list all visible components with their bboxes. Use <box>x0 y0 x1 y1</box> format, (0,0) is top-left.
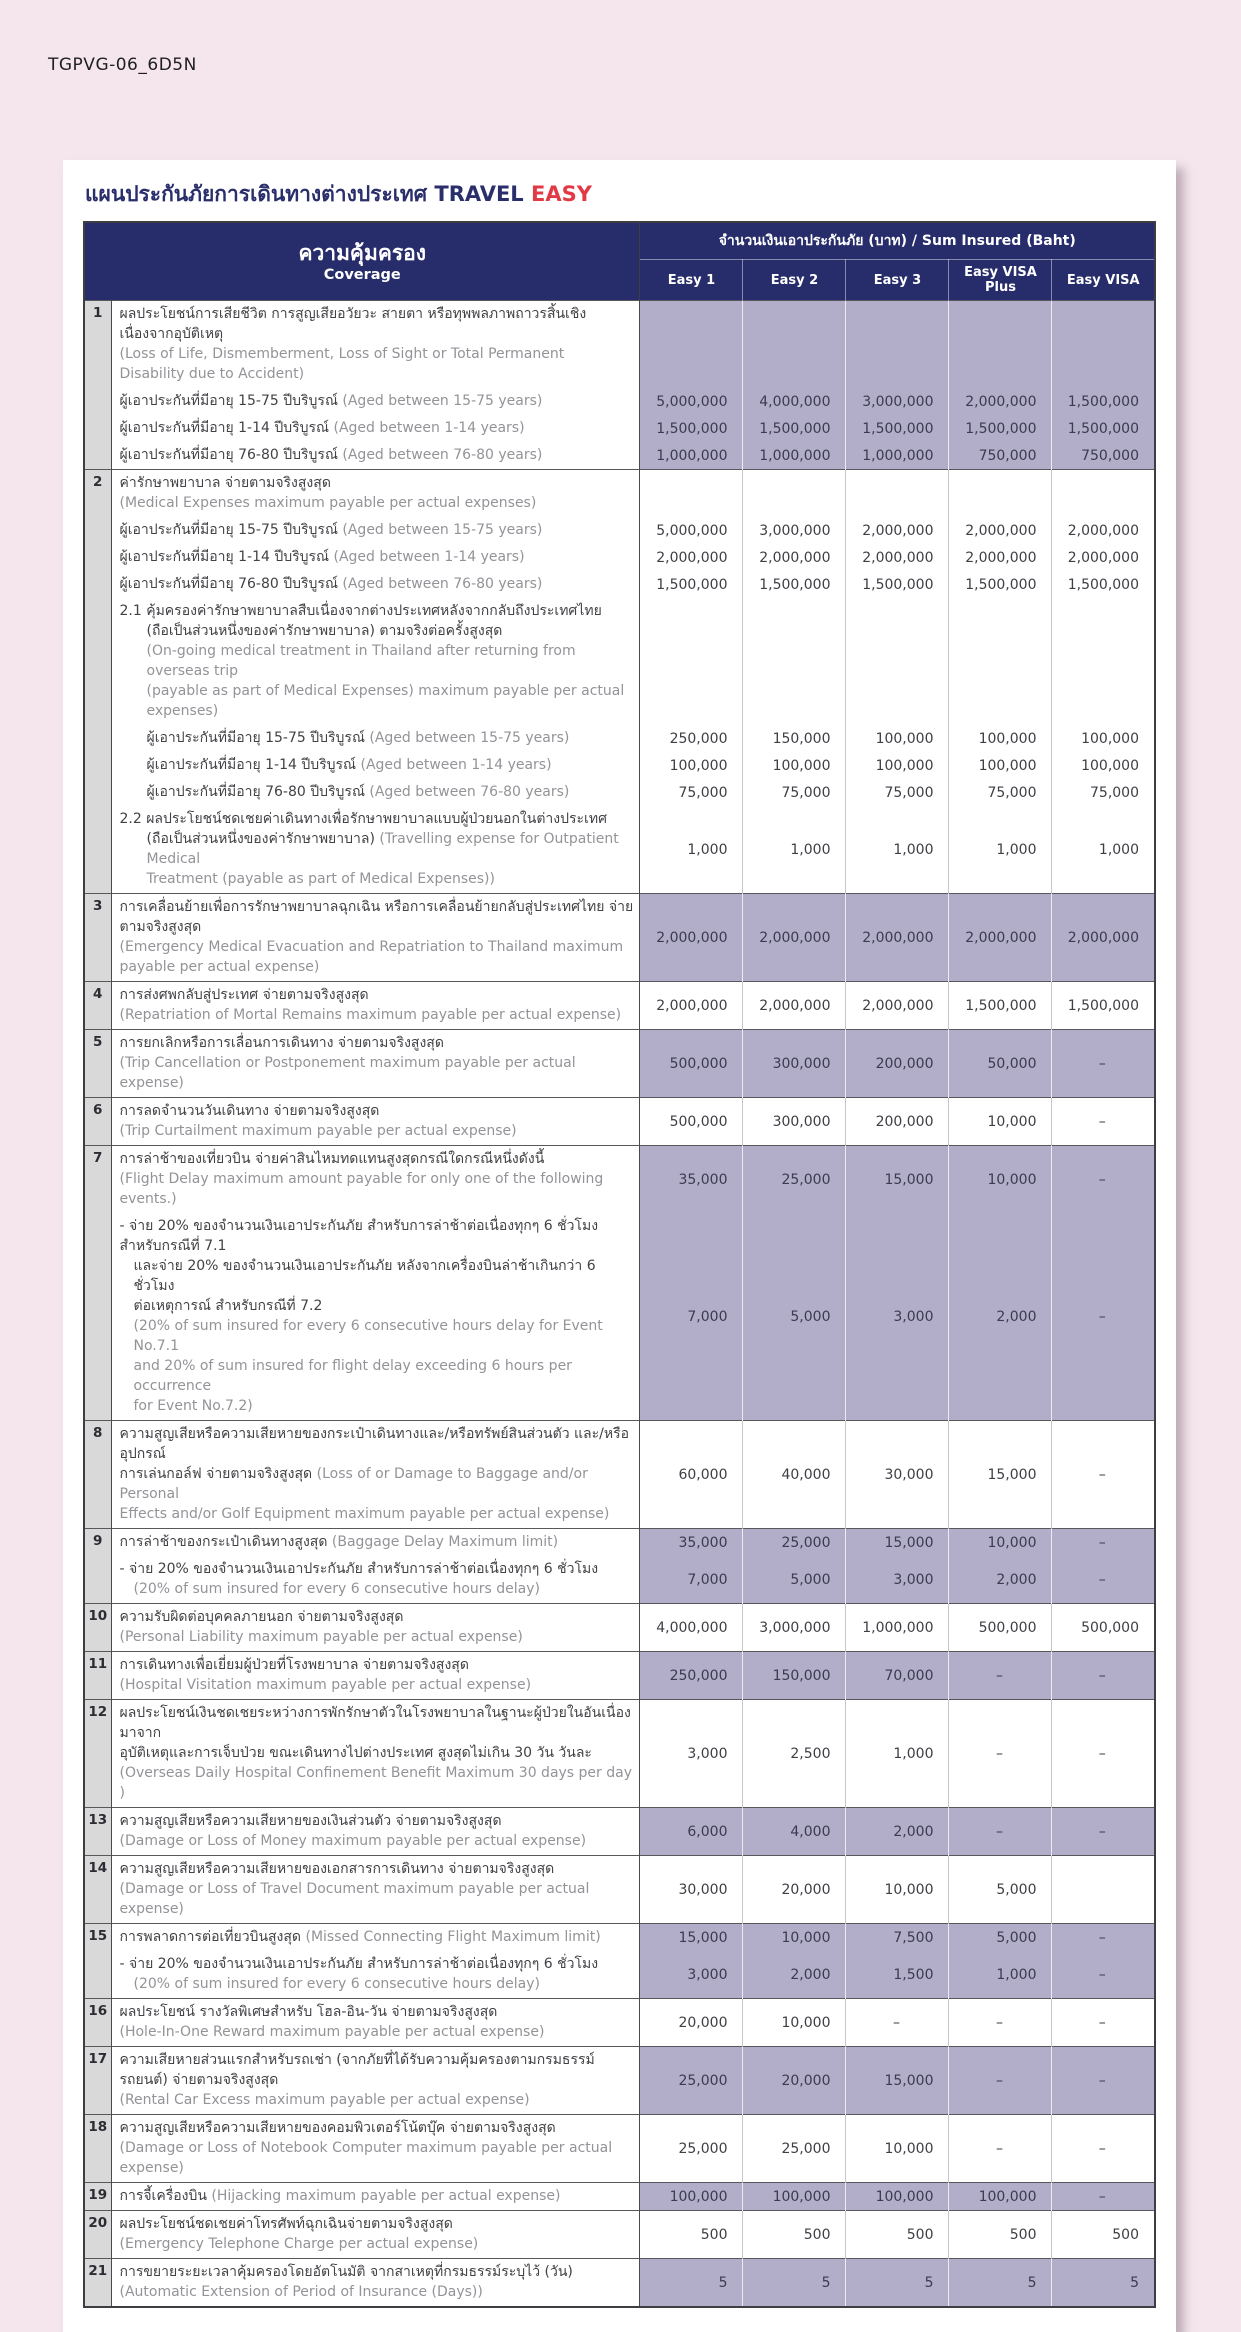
coverage-description: การขยายระยะเวลาคุ้มครองโดยอัตโนมัติ จากสาเหตุที่กรมธรรม์ระบุไว้ (วัน) (Automatic Extension of Period of Insurance (Days)) <box>111 2259 640 2308</box>
sum-insured-value: – <box>949 1808 1052 1856</box>
sum-insured-value: 2,000,000 <box>743 894 846 982</box>
row-number: 10 <box>84 1604 111 1652</box>
table-row-continuation <box>84 752 1155 779</box>
sum-insured-value: 10,000 <box>846 1856 949 1924</box>
sum-insured-value: 1,500,000 <box>1052 415 1155 442</box>
sum-insured-value: 500 <box>743 2211 846 2259</box>
sum-insured-value <box>846 598 949 725</box>
sum-insured-value <box>1052 1856 1155 1924</box>
row-number: 19 <box>84 2183 111 2211</box>
sum-insured-value: 1,500,000 <box>1052 571 1155 598</box>
coverage-description: การล่าช้าของเที่ยวบิน จ่ายค่าสินไหมทดแทนสูงสุดกรณีใดกรณีหนึ่งดังนี้ (Flight Delay maximum amount payable for only one of the following events.) <box>111 1146 640 1214</box>
plan-column-header-easy1: Easy 1 <box>640 260 743 301</box>
sum-insured-value: – <box>949 1652 1052 1700</box>
title-easy: EASY <box>531 182 592 206</box>
sum-insured-value: 1,000,000 <box>640 442 743 470</box>
sum-insured-value: – <box>1052 1951 1155 1999</box>
sum-insured-value: – <box>1052 1924 1155 1952</box>
sum-insured-value: 2,000,000 <box>846 544 949 571</box>
sum-insured-value: – <box>1052 1529 1155 1557</box>
sum-insured-value: 1,000 <box>743 806 846 894</box>
sum-insured-value: 5,000,000 <box>640 388 743 415</box>
page-title <box>85 178 1156 211</box>
sum-insured-value: 250,000 <box>640 1652 743 1700</box>
sum-insured-value: 2,000,000 <box>846 894 949 982</box>
title-travel: TRAVEL <box>434 182 524 206</box>
coverage-description: ผู้เอาประกันที่มีอายุ 15-75 ปีบริบูรณ์ (Aged between 15-75 years) <box>111 517 640 544</box>
row-number: 6 <box>84 1098 111 1146</box>
sum-insured-value: 25,000 <box>743 1146 846 1214</box>
title-thai: แผนประกันภัยการเดินทางต่างประเทศ <box>85 182 428 206</box>
sum-insured-value: 1,500,000 <box>1052 388 1155 415</box>
sum-insured-value: 1,000,000 <box>743 442 846 470</box>
row-number: 3 <box>84 894 111 982</box>
plan-column-header-easy-visa-plus: Easy VISA Plus <box>949 260 1052 301</box>
coverage-description: ความสูญเสียหรือความเสียหายของเงินส่วนตัว จ่ายตามจริงสูงสุด (Damage or Loss of Money maximum payable per actual expense) <box>111 1808 640 1856</box>
sum-insured-value: 1,500,000 <box>1052 982 1155 1030</box>
sum-insured-value: 1,000 <box>640 806 743 894</box>
sum-insured-value: 750,000 <box>949 442 1052 470</box>
sum-insured-value: 500 <box>949 2211 1052 2259</box>
table-row <box>84 470 1155 518</box>
sum-insured-value: 2,000,000 <box>743 982 846 1030</box>
table-row <box>84 1924 1155 1952</box>
table-header <box>84 222 1155 301</box>
coverage-description: การลดจำนวนวันเดินทาง จ่ายตามจริงสูงสุด (Trip Curtailment maximum payable per actual expense) <box>111 1098 640 1146</box>
sum-insured-value: 2,000,000 <box>949 517 1052 544</box>
sum-insured-value: 3,000 <box>846 1556 949 1604</box>
sum-insured-value: 500,000 <box>640 1098 743 1146</box>
sum-insured-value: 3,000 <box>846 1213 949 1421</box>
sum-insured-value: 70,000 <box>846 1652 949 1700</box>
table-row <box>84 2047 1155 2115</box>
sum-insured-value: 15,000 <box>846 1146 949 1214</box>
sum-insured-value: – <box>949 1700 1052 1808</box>
sum-insured-value: 25,000 <box>640 2047 743 2115</box>
sum-insured-value: 50,000 <box>949 1030 1052 1098</box>
sum-insured-value: 1,000 <box>949 1951 1052 1999</box>
sum-insured-value: 100,000 <box>846 2183 949 2211</box>
sum-insured-value: 20,000 <box>640 1999 743 2047</box>
coverage-description: ผลประโยชน์ชดเชยค่าโทรศัพท์ฉุกเฉินจ่ายตามจริงสูงสุด (Emergency Telephone Charge per actual expense) <box>111 2211 640 2259</box>
table-row <box>84 1030 1155 1098</box>
sum-insured-value: 10,000 <box>743 1924 846 1952</box>
table-row <box>84 2211 1155 2259</box>
sum-insured-value: 20,000 <box>743 2047 846 2115</box>
coverage-description: ผู้เอาประกันที่มีอายุ 76-80 ปีบริบูรณ์ (Aged between 76-80 years) <box>111 442 640 470</box>
sum-insured-value: 6,000 <box>640 1808 743 1856</box>
coverage-description: - จ่าย 20% ของจำนวนเงินเอาประกันภัย สำหรับการล่าช้าต่อเนื่องทุกๆ 6 ชั่วโมง (20% of sum insured for every 6 consecutive hours delay) <box>111 1951 640 1999</box>
sum-insured-value: 60,000 <box>640 1421 743 1529</box>
coverage-table <box>83 221 1156 2308</box>
sum-insured-value: 10,000 <box>949 1098 1052 1146</box>
sum-insured-value: 1,500,000 <box>846 415 949 442</box>
coverage-description: ค่ารักษาพยาบาล จ่ายตามจริงสูงสุด (Medical Expenses maximum payable per actual expenses) <box>111 470 640 518</box>
coverage-description: ความรับผิดต่อบุคคลภายนอก จ่ายตามจริงสูงสุด (Personal Liability maximum payable per actual expense) <box>111 1604 640 1652</box>
coverage-description: - จ่าย 20% ของจำนวนเงินเอาประกันภัย สำหรับการล่าช้าต่อเนื่องทุกๆ 6 ชั่วโมง (20% of sum insured for every 6 consecutive hours delay) <box>111 1556 640 1604</box>
table-row <box>84 1652 1155 1700</box>
plan-card <box>63 160 1176 2332</box>
plan-column-header-easy-visa: Easy VISA <box>1052 260 1155 301</box>
sum-insured-value: 30,000 <box>640 1856 743 1924</box>
sum-insured-value: – <box>1052 1556 1155 1604</box>
coverage-table-body <box>84 301 1155 2308</box>
coverage-description: การล่าช้าของกระเป๋าเดินทางสูงสุด (Baggage Delay Maximum limit) <box>111 1529 640 1557</box>
sum-insured-value <box>846 301 949 389</box>
table-row <box>84 1098 1155 1146</box>
row-number: 16 <box>84 1999 111 2047</box>
sum-insured-value: 20,000 <box>743 1856 846 1924</box>
table-row-continuation <box>84 779 1155 806</box>
table-row-continuation <box>84 442 1155 470</box>
coverage-description: การพลาดการต่อเที่ยวบินสูงสุด (Missed Connecting Flight Maximum limit) <box>111 1924 640 1952</box>
sum-insured-value: 3,000,000 <box>743 1604 846 1652</box>
sum-insured-value <box>743 470 846 518</box>
sum-insured-value: 75,000 <box>640 779 743 806</box>
sum-insured-value: 1,500,000 <box>949 571 1052 598</box>
row-number: 2 <box>84 470 111 894</box>
sum-insured-value: 3,000 <box>640 1700 743 1808</box>
sum-insured-value: – <box>1052 1213 1155 1421</box>
table-row-continuation <box>84 1556 1155 1604</box>
sum-insured-value: 75,000 <box>1052 779 1155 806</box>
sum-insured-value: 25,000 <box>640 2115 743 2183</box>
sum-insured-value: 500,000 <box>640 1030 743 1098</box>
sum-insured-value: 7,500 <box>846 1924 949 1952</box>
row-number: 7 <box>84 1146 111 1421</box>
sum-insured-value: 300,000 <box>743 1030 846 1098</box>
sum-insured-value: 250,000 <box>640 725 743 752</box>
table-row-continuation <box>84 598 1155 725</box>
coverage-description: ผลประโยชน์เงินชดเชยระหว่างการพักรักษาตัวในโรงพยาบาลในฐานะผู้ป่วยในอันเนื่องมาจาก อุบัติเหตุและการเจ็บป่วย ขณะเดินทางไปต่างประเทศ สูงสุดไม่เกิน 30 วัน วันละ (Overseas Daily Hospital Confinement Benefit Maximum 30 days per day ) <box>111 1700 640 1808</box>
row-number: 11 <box>84 1652 111 1700</box>
sum-insured-value: 2,500 <box>743 1700 846 1808</box>
sum-insured-value: 1,000,000 <box>846 1604 949 1652</box>
table-row-continuation <box>84 1213 1155 1421</box>
sum-insured-value: – <box>1052 1808 1155 1856</box>
sum-insured-value: 100,000 <box>846 752 949 779</box>
sum-insured-value: 200,000 <box>846 1030 949 1098</box>
sum-insured-value: – <box>949 2047 1052 2115</box>
coverage-description: ความเสียหายส่วนแรกสำหรับรถเช่า (จากภัยที่ได้รับความคุ้มครองตามกรมธรรม์รถยนต์) จ่ายตามจริงสูงสุด (Rental Car Excess maximum payable per actual expense) <box>111 2047 640 2115</box>
sum-insured-value: 5,000 <box>743 1556 846 1604</box>
sum-insured-value: 2,000,000 <box>1052 517 1155 544</box>
sum-insured-value: 100,000 <box>743 2183 846 2211</box>
sum-insured-value: 4,000,000 <box>743 388 846 415</box>
sum-insured-value <box>949 301 1052 389</box>
row-number: 13 <box>84 1808 111 1856</box>
sum-insured-value: 1,000,000 <box>846 442 949 470</box>
sum-insured-value <box>1052 598 1155 725</box>
sum-insured-value: 40,000 <box>743 1421 846 1529</box>
table-row-continuation <box>84 544 1155 571</box>
coverage-description: ความสูญเสียหรือความเสียหายของเอกสารการเดินทาง จ่ายตามจริงสูงสุด (Damage or Loss of Travel Document maximum payable per actual expense) <box>111 1856 640 1924</box>
coverage-description: ผู้เอาประกันที่มีอายุ 76-80 ปีบริบูรณ์ (Aged between 76-80 years) <box>111 571 640 598</box>
table-row <box>84 1808 1155 1856</box>
sum-insured-value: 100,000 <box>846 725 949 752</box>
sum-insured-value: 2,000,000 <box>1052 894 1155 982</box>
table-row-continuation <box>84 517 1155 544</box>
sum-insured-value: 2,000,000 <box>846 517 949 544</box>
sum-insured-value: 15,000 <box>640 1924 743 1952</box>
sum-insured-value <box>949 470 1052 518</box>
sum-insured-value: 2,000,000 <box>640 544 743 571</box>
sum-insured-value: 2,000 <box>949 1213 1052 1421</box>
coverage-description: การจี้เครื่องบิน (Hijacking maximum payable per actual expense) <box>111 2183 640 2211</box>
row-number: 18 <box>84 2115 111 2183</box>
sum-insured-value: 500 <box>640 2211 743 2259</box>
row-number: 20 <box>84 2211 111 2259</box>
sum-insured-value <box>743 301 846 389</box>
sum-insured-value: 5 <box>1052 2259 1155 2308</box>
sum-insured-value: 1,000 <box>1052 806 1155 894</box>
table-row <box>84 1421 1155 1529</box>
sum-insured-value: – <box>846 1999 949 2047</box>
coverage-description: 2.1 คุ้มครองค่ารักษาพยาบาลสืบเนื่องจากต่างประเทศหลังจากกลับถึงประเทศไทย (ถือเป็นส่วนหนึ่งของค่ารักษาพยาบาล) ตามจริงต่อครั้งสูงสุด (On-going medical treatment in Thailand after returning from overseas trip (payable as part of Medical Expenses) maximum payable per actual expenses) <box>111 598 640 725</box>
sum-insured-value: 3,000,000 <box>846 388 949 415</box>
sum-insured-value: 100,000 <box>1052 752 1155 779</box>
sum-insured-value <box>640 470 743 518</box>
table-row-continuation <box>84 1951 1155 1999</box>
sum-insured-value: 4,000 <box>743 1808 846 1856</box>
sum-insured-value: 150,000 <box>743 725 846 752</box>
sum-insured-value: 15,000 <box>846 2047 949 2115</box>
sum-insured-value: 1,000 <box>846 806 949 894</box>
sum-insured-value: 3,000,000 <box>743 517 846 544</box>
sum-insured-value: 100,000 <box>743 752 846 779</box>
sum-insured-value <box>640 598 743 725</box>
sum-insured-value: 35,000 <box>640 1529 743 1557</box>
sum-insured-value: 1,500,000 <box>743 571 846 598</box>
sum-insured-value: 5 <box>846 2259 949 2308</box>
coverage-description: การเดินทางเพื่อเยี่ยมผู้ป่วยที่โรงพยาบาล จ่ายตามจริงสูงสุด (Hospital Visitation maximum payable per actual expense) <box>111 1652 640 1700</box>
sum-insured-value: – <box>1052 2183 1155 2211</box>
plan-column-header-easy3: Easy 3 <box>846 260 949 301</box>
sum-insured-value: 10,000 <box>743 1999 846 2047</box>
sum-insured-value: 500,000 <box>949 1604 1052 1652</box>
sum-insured-header: จำนวนเงินเอาประกันภัย (บาท) / Sum Insured (Baht) <box>640 222 1155 260</box>
sum-insured-value: 5,000,000 <box>640 517 743 544</box>
sum-insured-value: 200,000 <box>846 1098 949 1146</box>
coverage-description: ผู้เอาประกันที่มีอายุ 1-14 ปีบริบูรณ์ (Aged between 1-14 years) <box>111 544 640 571</box>
sum-insured-value: 100,000 <box>949 2183 1052 2211</box>
coverage-description: ความสูญเสียหรือความเสียหายของคอมพิวเตอร์โน้ตบุ๊ค จ่ายตามจริงสูงสุด (Damage or Loss of Notebook Computer maximum payable per actual expense) <box>111 2115 640 2183</box>
coverage-description: การยกเลิกหรือการเลื่อนการเดินทาง จ่ายตามจริงสูงสุด (Trip Cancellation or Postponement maximum payable per actual expense) <box>111 1030 640 1098</box>
sum-insured-value: 2,000,000 <box>640 982 743 1030</box>
plan-column-header-easy2: Easy 2 <box>743 260 846 301</box>
sum-insured-value: – <box>1052 1999 1155 2047</box>
sum-insured-value: 2,000,000 <box>743 544 846 571</box>
sum-insured-value: 1,000 <box>949 806 1052 894</box>
table-row <box>84 301 1155 389</box>
row-number: 15 <box>84 1924 111 1999</box>
sum-insured-value: 2,000 <box>949 1556 1052 1604</box>
sum-insured-value: 1,500,000 <box>949 982 1052 1030</box>
sum-insured-value <box>846 470 949 518</box>
coverage-description: ผู้เอาประกันที่มีอายุ 1-14 ปีบริบูรณ์ (Aged between 1-14 years) <box>111 415 640 442</box>
table-row-continuation <box>84 806 1155 894</box>
sum-insured-value: – <box>1052 2047 1155 2115</box>
sum-insured-value: 1,500,000 <box>743 415 846 442</box>
sum-insured-value: – <box>1052 1146 1155 1214</box>
sum-insured-value: 2,000,000 <box>846 982 949 1030</box>
sum-insured-value: 35,000 <box>640 1146 743 1214</box>
table-row <box>84 2259 1155 2308</box>
sum-insured-value: 500,000 <box>1052 1604 1155 1652</box>
sum-insured-value: – <box>1052 1652 1155 1700</box>
sum-insured-value: – <box>1052 1421 1155 1529</box>
coverage-description: 2.2 ผลประโยชน์ชดเชยค่าเดินทางเพื่อรักษาพยาบาลแบบผู้ป่วยนอกในต่างประเทศ (ถือเป็นส่วนหนึ่งของค่ารักษาพยาบาล) (Travelling expense for Outpatient Medical Treatment (payable as part of Medical Expenses)) <box>111 806 640 894</box>
sum-insured-value: 300,000 <box>743 1098 846 1146</box>
sum-insured-value: 100,000 <box>1052 725 1155 752</box>
coverage-header-english: Coverage <box>323 266 401 283</box>
sum-insured-value: 30,000 <box>846 1421 949 1529</box>
sum-insured-value: 1,500 <box>846 1951 949 1999</box>
sum-insured-value: 1,500,000 <box>949 415 1052 442</box>
coverage-description: การเคลื่อนย้ายเพื่อการรักษาพยาบาลฉุกเฉิน หรือการเคลื่อนย้ายกลับสู่ประเทศไทย จ่ายตามจริงสูงสุด (Emergency Medical Evacuation and Repatriation to Thailand maximum payable per actual expense) <box>111 894 640 982</box>
sum-insured-value: 5,000 <box>743 1213 846 1421</box>
row-number: 8 <box>84 1421 111 1529</box>
table-row <box>84 2115 1155 2183</box>
sum-insured-value: – <box>1052 1700 1155 1808</box>
sum-insured-value: 3,000 <box>640 1951 743 1999</box>
sum-insured-value: 75,000 <box>743 779 846 806</box>
sum-insured-value: 5,000 <box>949 1924 1052 1952</box>
sum-insured-value: 7,000 <box>640 1213 743 1421</box>
row-number: 1 <box>84 301 111 470</box>
sum-insured-value: 5,000 <box>949 1856 1052 1924</box>
row-number: 21 <box>84 2259 111 2308</box>
sum-insured-value <box>743 598 846 725</box>
sum-insured-value: 10,000 <box>949 1529 1052 1557</box>
coverage-description: ผลประโยชน์ รางวัลพิเศษสำหรับ โฮล-อิน-วัน จ่ายตามจริงสูงสุด (Hole-In-One Reward maximum payable per actual expense) <box>111 1999 640 2047</box>
table-row <box>84 1529 1155 1557</box>
sum-insured-value: – <box>1052 1030 1155 1098</box>
sum-insured-value <box>1052 301 1155 389</box>
coverage-description: การส่งศพกลับสู่ประเทศ จ่ายตามจริงสูงสุด (Repatriation of Mortal Remains maximum payable per actual expense) <box>111 982 640 1030</box>
sum-insured-value: – <box>949 2115 1052 2183</box>
sum-insured-value: 10,000 <box>846 2115 949 2183</box>
table-row-continuation <box>84 415 1155 442</box>
coverage-description: ผู้เอาประกันที่มีอายุ 76-80 ปีบริบูรณ์ (Aged between 76-80 years) <box>111 779 640 806</box>
sum-insured-value: 5 <box>949 2259 1052 2308</box>
row-number: 5 <box>84 1030 111 1098</box>
table-row <box>84 1604 1155 1652</box>
sum-insured-value: 15,000 <box>949 1421 1052 1529</box>
table-row-continuation <box>84 571 1155 598</box>
sum-insured-value: 1,500,000 <box>640 571 743 598</box>
coverage-description: ผู้เอาประกันที่มีอายุ 15-75 ปีบริบูรณ์ (Aged between 15-75 years) <box>111 388 640 415</box>
sum-insured-value: 2,000,000 <box>949 388 1052 415</box>
sum-insured-value: 10,000 <box>949 1146 1052 1214</box>
sum-insured-value: 2,000,000 <box>949 544 1052 571</box>
sum-insured-value: 15,000 <box>846 1529 949 1557</box>
sum-insured-value: 100,000 <box>640 752 743 779</box>
coverage-description: ความสูญเสียหรือความเสียหายของกระเป๋าเดินทางและ/หรือทรัพย์สินส่วนตัว และ/หรืออุปกรณ์ การเล่นกอล์ฟ จ่ายตามจริงสูงสุด (Loss of or Damage to Baggage and/or Personal Effects and/or Golf Equipment maximum payable per actual expense) <box>111 1421 640 1529</box>
sum-insured-value: – <box>949 1999 1052 2047</box>
row-number: 14 <box>84 1856 111 1924</box>
document-code: TGPVG-06_6D5N <box>48 55 197 75</box>
sum-insured-value: 1,500,000 <box>640 415 743 442</box>
sum-insured-value <box>640 301 743 389</box>
table-row <box>84 1999 1155 2047</box>
sum-insured-value: 2,000 <box>846 1808 949 1856</box>
row-number: 4 <box>84 982 111 1030</box>
sum-insured-value <box>949 598 1052 725</box>
sum-insured-value: 7,000 <box>640 1556 743 1604</box>
sum-insured-value: 4,000,000 <box>640 1604 743 1652</box>
table-row <box>84 1856 1155 1924</box>
sum-insured-value: 750,000 <box>1052 442 1155 470</box>
table-row-continuation <box>84 725 1155 752</box>
row-number: 9 <box>84 1529 111 1604</box>
coverage-description: - จ่าย 20% ของจำนวนเงินเอาประกันภัย สำหรับการล่าช้าต่อเนื่องทุกๆ 6 ชั่วโมง สำหรับกรณีที่ 7.1 และจ่าย 20% ของจำนวนเงินเอาประกันภัย หลังจากเครื่องบินล่าช้าเกินกว่า 6 ชั่วโมง ต่อเหตุการณ์ สำหรับกรณีที่ 7.2 (20% of sum insured for every 6 consecutive hours delay for Event No.7.1 and 20% of sum insured for flight delay exceeding 6 hours per occurrence for Event No.7.2) <box>111 1213 640 1421</box>
sum-insured-value: 2,000 <box>743 1951 846 1999</box>
sum-insured-value: 500 <box>846 2211 949 2259</box>
table-row <box>84 1146 1155 1214</box>
table-row-continuation <box>84 388 1155 415</box>
table-row <box>84 894 1155 982</box>
row-number: 17 <box>84 2047 111 2115</box>
coverage-header-thai: ความคุ้มครอง <box>298 240 427 265</box>
coverage-description: ผลประโยชน์การเสียชีวิต การสูญเสียอวัยวะ สายตา หรือทุพพลภาพถาวรสิ้นเชิงเนื่องจากอุบัติเหตุ (Loss of Life, Dismemberment, Loss of Sight or Total Permanent Disability due to Accident) <box>111 301 640 389</box>
sum-insured-value <box>1052 470 1155 518</box>
sum-insured-value: 2,000,000 <box>1052 544 1155 571</box>
sum-insured-value: 1,500,000 <box>846 571 949 598</box>
table-row <box>84 982 1155 1030</box>
sum-insured-value: 25,000 <box>743 1529 846 1557</box>
sum-insured-value: 2,000,000 <box>949 894 1052 982</box>
sum-insured-value: 100,000 <box>640 2183 743 2211</box>
sum-insured-value: 100,000 <box>949 725 1052 752</box>
sum-insured-value: 75,000 <box>846 779 949 806</box>
sum-insured-value: 500 <box>1052 2211 1155 2259</box>
sum-insured-value: 75,000 <box>949 779 1052 806</box>
row-number: 12 <box>84 1700 111 1808</box>
sum-insured-value: 1,000 <box>846 1700 949 1808</box>
sum-insured-value: 5 <box>640 2259 743 2308</box>
sum-insured-value: 5 <box>743 2259 846 2308</box>
sum-insured-value: – <box>1052 2115 1155 2183</box>
sum-insured-value: – <box>1052 1098 1155 1146</box>
sum-insured-value: 100,000 <box>949 752 1052 779</box>
coverage-description: ผู้เอาประกันที่มีอายุ 1-14 ปีบริบูรณ์ (Aged between 1-14 years) <box>111 752 640 779</box>
sum-insured-value: 2,000,000 <box>640 894 743 982</box>
coverage-description: ผู้เอาประกันที่มีอายุ 15-75 ปีบริบูรณ์ (Aged between 15-75 years) <box>111 725 640 752</box>
sum-insured-value: 150,000 <box>743 1652 846 1700</box>
sum-insured-value: 25,000 <box>743 2115 846 2183</box>
coverage-column-header <box>84 222 640 301</box>
table-row <box>84 2183 1155 2211</box>
